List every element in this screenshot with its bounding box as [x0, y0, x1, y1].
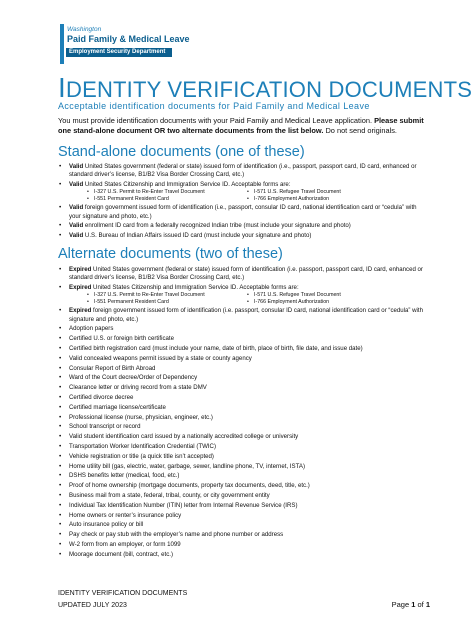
item-text: United States government (federal or state) issued form of identification (i.e., passport, passport card, ID card, enhanced or standard driver’s license, B1/B2 Visa Border Crossing Card, etc.) — [69, 163, 417, 179]
item-text: Home utility bill (gas, electric, water, garbage, sewer, landline phone, TV, internet, ISTA) — [69, 462, 305, 470]
standalone-list — [58, 163, 430, 242]
item-lead: Expired — [69, 284, 92, 291]
sub-item-text: I-766 Employment Authorization — [254, 196, 330, 202]
list-item — [58, 414, 430, 422]
bullet-icon: • — [59, 232, 62, 240]
bullet-icon: • — [59, 204, 62, 212]
list-item — [58, 232, 430, 240]
bullet-icon: • — [59, 452, 62, 460]
logo-state: Washington — [67, 26, 102, 33]
list-item — [58, 384, 430, 392]
item-lead: Valid — [69, 181, 84, 188]
sub-item-text: I-766 Employment Authorization — [254, 299, 330, 305]
intro-tail: Do not send originals. — [323, 126, 397, 135]
list-item — [58, 551, 430, 559]
sub-item — [247, 196, 407, 203]
list-item — [58, 521, 430, 529]
item-lead: Valid — [69, 232, 84, 240]
item-text: foreign government issued form of identification (i.e., passport, consular ID card, national identification card or “cedula” with your signature and photo, etc.) — [69, 204, 417, 220]
item-text: W-2 form from an employer, or form 1099 — [69, 540, 181, 548]
page-of: of — [415, 600, 426, 609]
item-text: Certified marriage license/certificate — [69, 403, 166, 411]
list-item — [58, 443, 430, 451]
sub-item-text: I-551 Permanent Resident Card — [94, 299, 169, 305]
bullet-icon: • — [59, 511, 62, 519]
footer-doc-title: IDENTITY VERIFICATION DOCUMENTS — [58, 590, 188, 597]
sub-item — [247, 189, 407, 196]
logo-program: Paid Family & Medical Leave — [67, 34, 190, 44]
item-text: Business mail from a state, federal, tribal, county, or city government entity — [69, 491, 270, 499]
bullet-icon: • — [59, 491, 62, 499]
item-text: Transportation Worker Identification Credential (TWIC) — [69, 442, 216, 450]
list-item — [58, 163, 430, 179]
item-text: Auto insurance policy or bill — [69, 521, 144, 529]
bullet-icon: • — [59, 163, 62, 170]
bullet-icon: • — [59, 335, 62, 343]
esd-logo — [60, 24, 190, 64]
bullet-icon: • — [59, 222, 62, 230]
list-item — [58, 512, 430, 520]
item-lead: Valid — [69, 204, 84, 212]
title-initial: I — [58, 72, 66, 103]
footer-updated: UPDATED JULY 2023 — [58, 602, 127, 609]
list-item — [58, 541, 430, 549]
item-text: Vehicle registration or title (a quick title isn’t accepted) — [69, 452, 214, 460]
page-title — [58, 72, 472, 104]
intro-plain: You must provide identification documents with your Paid Family and Medical Leave application. — [58, 116, 375, 125]
list-item — [58, 204, 430, 220]
page-number — [392, 600, 430, 609]
list-item — [58, 284, 430, 306]
sub-bullet-icon: • — [247, 196, 249, 202]
logo-bar — [60, 24, 64, 64]
alternate-heading: Alternate documents (two of these) — [58, 246, 283, 262]
list-item — [58, 492, 430, 500]
item-lead: Expired — [69, 307, 92, 315]
bullet-icon: • — [59, 462, 62, 470]
bullet-icon: • — [59, 403, 62, 411]
item-text: Clearance letter or driving record from a state DMV — [69, 384, 207, 392]
footer-left — [58, 588, 187, 612]
bullet-icon: • — [59, 354, 62, 362]
list-item — [58, 463, 430, 471]
list-item — [58, 433, 430, 441]
item-text: Consular Report of Birth Abroad — [69, 364, 156, 372]
bullet-icon: • — [59, 482, 62, 490]
sub-item — [247, 299, 407, 306]
list-item — [58, 365, 430, 373]
item-lead: Valid — [69, 222, 84, 230]
item-lead: Valid — [69, 163, 84, 170]
bullet-icon: • — [59, 442, 62, 450]
bullet-icon: • — [59, 325, 62, 333]
list-item — [58, 325, 430, 333]
bullet-icon: • — [59, 384, 62, 392]
list-item — [58, 482, 430, 490]
bullet-icon: • — [59, 423, 62, 431]
sub-item — [247, 292, 407, 299]
bullet-icon: • — [59, 433, 62, 441]
bullet-icon: • — [59, 393, 62, 401]
bullet-icon: • — [59, 181, 62, 188]
list-item — [58, 453, 430, 461]
page-subtitle: Acceptable identification documents for Paid Family and Medical Leave — [58, 101, 370, 111]
item-text: Professional license (nurse, physician, engineer, etc.) — [69, 413, 213, 421]
list-item — [58, 374, 430, 382]
item-text: Proof of home ownership (mortgage documents, property tax documents, deed, title, etc.) — [69, 482, 310, 490]
item-text: United States Citizenship and Immigration Service ID. Acceptable forms are: — [83, 181, 291, 188]
bullet-icon: • — [59, 521, 62, 529]
bullet-icon: • — [59, 531, 62, 539]
item-text: enrollment ID card from a federally recognized Indian tribe (must include your signature and photo) — [83, 222, 351, 230]
sub-bullet-icon: • — [247, 292, 249, 299]
item-text: Moorage document (bill, contract, etc.) — [69, 550, 173, 558]
alternate-list — [58, 266, 430, 561]
item-lead: Expired — [69, 266, 92, 273]
item-text: Valid concealed weapons permit issued by a state or county agency — [69, 354, 252, 362]
sub-item-text: I-571 U.S. Refugee Travel Document — [254, 189, 341, 196]
item-text: U.S. Bureau of Indian Affairs issued ID card (must include your signature and photo) — [83, 232, 312, 240]
sub-item-text: I-551 Permanent Resident Card — [94, 196, 169, 202]
item-text: DSHS benefits letter (medical, food, etc.) — [69, 472, 180, 480]
bullet-icon: • — [59, 472, 62, 480]
sub-bullet-icon: • — [247, 189, 249, 196]
item-text: foreign government issued form of identification (i.e. passport, consular ID card, national identification card or “cedula” with signature and photo, etc.) — [69, 307, 423, 323]
bullet-icon: • — [59, 550, 62, 558]
list-item — [58, 423, 430, 431]
bullet-icon: • — [59, 413, 62, 421]
bullet-icon: • — [59, 540, 62, 548]
bullet-icon: • — [59, 266, 62, 273]
standalone-heading: Stand-alone documents (one of these) — [58, 144, 305, 160]
item-text: Home owners or renter’s insurance policy — [69, 511, 182, 519]
sub-list — [87, 292, 430, 306]
list-item — [58, 472, 430, 480]
bullet-icon: • — [59, 344, 62, 352]
bullet-icon: • — [59, 364, 62, 372]
bullet-icon: • — [59, 307, 62, 315]
item-text: Certified birth registration card (must include your name, date of birth, place of birth, file date, and issue date) — [69, 344, 363, 352]
page-current: 1 — [411, 600, 416, 609]
sub-bullet-icon: • — [87, 299, 89, 305]
list-item — [58, 394, 430, 402]
sub-item-text: I-327 U.S. Permit to Re-Enter Travel Document — [94, 292, 205, 299]
sub-item — [87, 189, 247, 196]
sub-bullet-icon: • — [247, 299, 249, 305]
sub-bullet-icon: • — [87, 292, 89, 299]
item-text: Valid student identification card issued by a nationally accredited college or university — [69, 433, 299, 441]
item-text: Pay check or pay stub with the employer’s name and phone number or address — [69, 531, 284, 539]
list-item — [58, 345, 430, 353]
page-total: 1 — [425, 600, 430, 609]
bullet-icon: • — [59, 374, 62, 382]
list-item — [58, 531, 430, 539]
bullet-icon: • — [59, 501, 62, 509]
item-text: United States Citizenship and Immigration Service ID. Acceptable forms are: — [91, 284, 299, 291]
item-text: Certified U.S. or foreign birth certificate — [69, 335, 174, 343]
item-text: Ward of the Court decree/Order of Dependency — [69, 374, 198, 382]
item-text: Certified divorce decree — [69, 393, 134, 401]
list-item — [58, 222, 430, 230]
intro-paragraph — [58, 116, 430, 136]
item-text: School transcript or record — [69, 423, 141, 431]
sub-item — [87, 299, 247, 306]
list-item — [58, 307, 430, 323]
item-text: United States government (federal or state) issued form of identification (i.e. passport, passport card, ID card, enhanced or standard driver’s license, B1/B2 Visa Border Crossing Card, etc.) — [69, 266, 423, 282]
sub-item-text: I-571 U.S. Refugee Travel Document — [254, 292, 341, 299]
list-item — [58, 355, 430, 363]
list-item — [58, 335, 430, 343]
sub-item-text: I-327 U.S. Permit to Re-Enter Travel Document — [94, 189, 205, 196]
title-rest: DENTITY VERIFICATION DOCUMENTS — [65, 77, 473, 102]
list-item — [58, 502, 430, 510]
item-text: Adoption papers — [69, 325, 114, 333]
sub-list — [87, 189, 430, 203]
page-word: Page — [391, 600, 412, 609]
list-item — [58, 266, 430, 282]
list-item — [58, 181, 430, 203]
logo-department: Employment Security Department — [69, 49, 166, 55]
intro-bold: Please submit one stand-alone document OR two alternate documents from the list below. — [58, 116, 424, 135]
sub-item — [87, 292, 247, 299]
item-text: Individual Tax Identification Number (ITIN) letter from Internal Revenue Service (IRS) — [69, 501, 298, 509]
sub-item — [87, 196, 247, 203]
bullet-icon: • — [59, 284, 62, 291]
sub-bullet-icon: • — [87, 196, 89, 202]
list-item — [58, 404, 430, 412]
sub-bullet-icon: • — [87, 189, 89, 196]
